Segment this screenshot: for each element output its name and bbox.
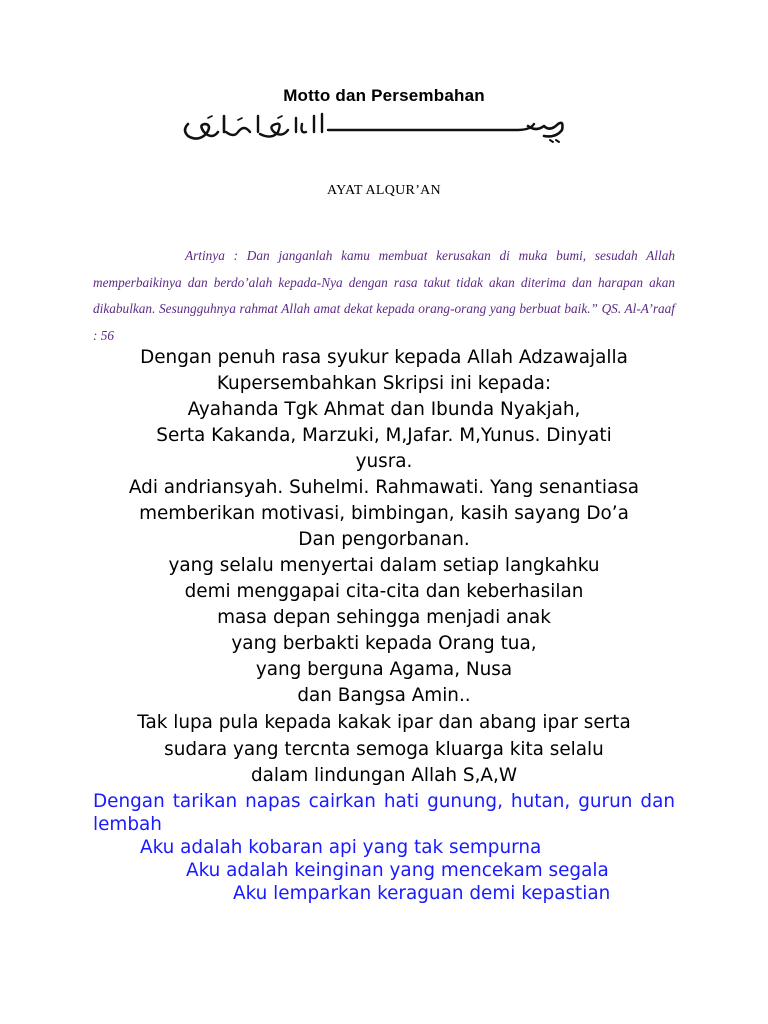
dedication-line: memberikan motivasi, bimbingan, kasih sayang Do’a	[139, 503, 629, 524]
poem-line: Aku adalah kobaran api yang tak sempurna	[140, 837, 542, 858]
dedication-line: Serta Kakanda, Marzuki, M,Jafar. M,Yunus. Dinyati	[156, 425, 612, 446]
dedication-line: Adi andriansyah. Suhelmi. Rahmawati. Yang senantiasa	[128, 477, 640, 498]
dedication-line: sudara yang tercnta semoga kluarga kita selalu	[164, 739, 604, 760]
dedication-line: Dengan penuh rasa syukur kepada Allah Adzawajalla	[140, 347, 628, 368]
ayat-heading: AYAT ALQUR’AN	[327, 183, 441, 198]
poem-line: Aku adalah keinginan yang mencekam segala	[186, 860, 609, 881]
dedication-line: dalam lindungan Allah S,A,W	[250, 765, 518, 786]
dedication-line: yang selalu menyertai dalam setiap langkahku	[168, 555, 600, 576]
dedication-line: Kupersembahkan Skripsi ini kepada:	[216, 373, 552, 394]
dedication-line: yusra.	[355, 451, 413, 472]
bismillah-calligraphy	[178, 110, 570, 144]
dedication-line: masa depan sehingga menjadi anak	[217, 607, 551, 628]
translation-text: Artinya : Dan janganlah kamu membuat kerusakan di muka bumi, sesudah Allah memperbaikinya dan berdo’alah kepada-Nya dengan rasa takut tidak akan diterima dan harapan akan dikabulkan. Sesungguhnya rahmat Allah amat dekat kepada orang-orang yang berbuat baik.” QS. Al-A’raaf : 56	[93, 248, 675, 343]
dedication-line: yang berguna Agama, Nusa	[255, 659, 513, 680]
dedication-line: dan Bangsa Amin..	[297, 685, 471, 706]
page-title: Motto dan Persembahan	[283, 86, 485, 105]
poem-text	[93, 790, 675, 905]
dedication-line: Tak lupa pula kepada kakak ipar dan abang ipar serta	[137, 712, 631, 733]
poem-line: Aku lemparkan keraguan demi kepastian	[233, 883, 611, 904]
dedication-line: yang berbakti kepada Orang tua,	[231, 633, 537, 654]
dedication-text	[60, 345, 708, 789]
dedication-line: Dan pengorbanan.	[298, 529, 470, 550]
ayat-translation	[93, 243, 675, 349]
poem-line: Dengan tarikan napas cairkan hati gunung, hutan, gurun dan lembah	[93, 791, 675, 835]
dedication-line: Ayahanda Tgk Ahmat dan Ibunda Nyakjah,	[187, 399, 581, 420]
dedication-line: demi menggapai cita-cita dan keberhasilan	[184, 581, 584, 602]
